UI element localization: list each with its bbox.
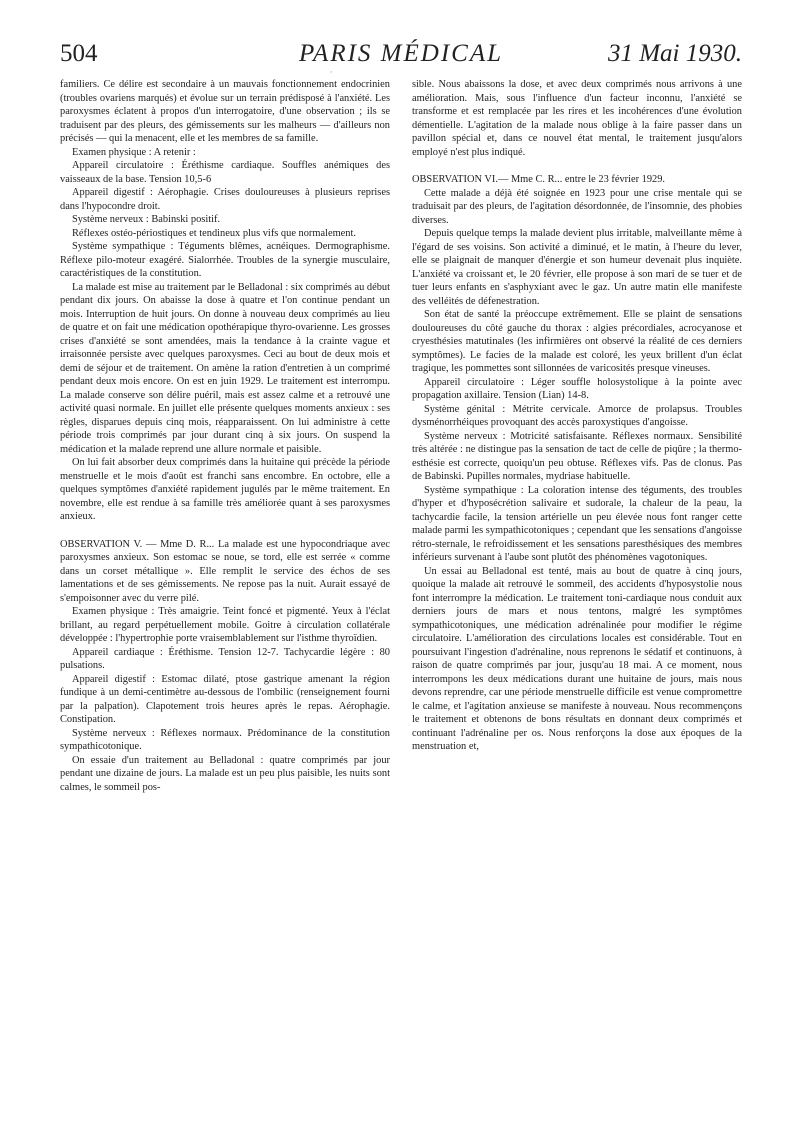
- paragraph: Système nerveux : Réflexes normaux. Prédominance de la constitution sympathicotonique.: [60, 727, 390, 752]
- paragraph: Appareil digestif : Aérophagie. Crises douloureuses à plusieurs reprises dans l'hypocondre droit.: [60, 187, 390, 212]
- paragraph: Appareil digestif : Estomac dilaté, ptose gastrique amenant la région fundique à un demi-centimètre au-dessous de l'ombilic (renseignement fourni par la palpation). Clapotement trois heures après le repas. Aérophagie. Constipation.: [60, 673, 390, 725]
- paragraph: La malade est mise au traitement par le Belladonal : six comprimés au début pendant dix jours. On abaisse la dose à quatre et l'on continue pendant un mois. Interruption de huit jours. On donne à nouveau deux comprimés au lieu de quatre et on fait une médication opothérapique thyro-ovarienne. Les grosses crises d'anxiété se sont amendées, mais la tendance à la crainte vague et irraisonnée persiste avec quelques paroxysmes. Ceci au bout de deux mois et demi de séjour et de traitement. On amène la ration d'entretien à un comprimé pendant deux mois encore. On est en juin 1929. Le traitement est interrompu. La malade conserve son délire puéril, mais est assez calme et a retrouvé une activité quasi normale. En juillet elle présente quelques moments anxieux : ses règles, disparues depuis cinq mois, réapparaissent. On lui administre à cette période trois comprimés par jour durant cinq à six jours. On suspend la médication et la malade reprend une allure normale et paisible.: [60, 281, 390, 455]
- paragraph: Depuis quelque temps la malade devient plus irritable, malveillante même à l'égard de ses voisins. Son activité a diminué, et le matin, à l'heure du lever, elle se plaignait de manquer d'énergie et son humeur devenait plus inquiète. L'anxiété va croissant et, le 20 février, elle propose à son mari de se tuer et de tuer leurs enfants en s'asphyxiant avec le gaz. Un autre matin elle manifeste des velléités de défenestration.: [412, 228, 742, 307]
- print-mark: ·: [330, 68, 333, 77]
- paragraph: Système nerveux : Babinski positif.: [72, 214, 221, 225]
- paragraph: Son état de santé la préoccupe extrêmement. Elle se plaint de sensations douloureuses du côté gauche du thorax : algies précordiales, acrocyanose et cryesthésies matutinales (les infirmières ont observé la réalité de ces derniers symptômes). Le facies de la malade est coloré, les yeux brillent d'un éclat tragique, les pommettes sont sillonnées de varicosités presque vineuses.: [412, 309, 742, 374]
- paragraph: Système nerveux : Motricité satisfaisante. Réflexes normaux. Sensibilité très altérée : ne distingue pas la sensation de tact de celle de piqûre ; la thermo-esthésie est correcte, quoiqu'un peu obtuse. Réflexes vifs. Pas de clonus. Pas de Babinski. Pupilles normales, mydriase habituelle.: [412, 430, 742, 482]
- observation-heading-paragraph: OBSERVATION V. — Mme D. R... La malade est une hypocondriaque avec paroxysmes anxieux. Son estomac se noue, se tord, elle est serrée « comme dans un corset métallique ». Elle remplit le service des échos de ses lamentations et de ses gémissements. Ne repose pas la nuit. Aurait essayé de s'empoisonner avec du verre pilé.: [60, 538, 390, 604]
- paragraph: Appareil cardiaque : Éréthisme. Tension 12-7. Tachycardie légère : 80 pulsations.: [60, 646, 390, 671]
- issue-date: 31 Mai 1930.: [607, 40, 742, 67]
- paragraph: familiers. Ce délire est secondaire à un mauvais fonctionnement endocrinien (troubles ovariens marqués) et évolue sur un terrain prédisposé à l'anxiété. Les paroxysmes éclatent à propos d'un interrogatoire, d'une observation ; ils se traduisent par des pleurs, des gémissements sur les malheurs — d'ailleurs non précisés — qui la menacent, elle et les membres de sa famille.: [60, 79, 390, 144]
- paragraph: Appareil circulatoire : Léger souffle holosystolique à la pointe avec propagation axillaire. Tension (Lian) 14-8.: [412, 376, 742, 401]
- left-column: [60, 78, 390, 794]
- paragraph: Système sympathique : Téguments blêmes, acnéiques. Dermographisme. Réflexe pilo-moteur exagéré. Sialorrhée. Troubles de la synergie musculaire, caractéristiques de la constitution.: [60, 241, 390, 279]
- paragraph: Cette malade a déjà été soignée en 1923 pour une crise mentale qui se traduisait par des pleurs, de l'agitation désordonnée, de l'insomnie, des phobies diverses.: [412, 187, 742, 226]
- page-number: 504: [60, 40, 98, 67]
- right-column: [412, 78, 742, 754]
- paragraph: Réflexes ostéo-périostiques et tendineux plus vifs que normalement.: [72, 227, 356, 239]
- paragraph: Un essai au Belladonal est tenté, mais au bout de quatre à cinq jours, quoique la malade ait retrouvé le sommeil, des accidents d'hyposystolie nous font interrompre la médication. Le traitement toni-cardiaque nous conduit aux derniers jours de mars et nous tentons, malgré les symptômes sympathicotoniques, une médication adrénalinée pour modifier le régime circulatoire. L'amélioration des circulations locales est considérable. Tout en poursuivant l'ingestion d'adrénaline, nous reprenons le sédatif et continuons, à raison de quatre comprimés par jour, jusqu'au 18 mai. A ce moment, nous interrompons les deux médications durant une huitaine de jours, mais nous devons reprendre, car une période menstruelle difficile est venue compromettre le calme, et l'agitation anxieuse se manifeste à nouveau. Nous recommençons le traitement et obtenons de bons résultats en donnant deux comprimés et continuant l'adrénaline per os. Nous renforçons la dose aux époques de la menstruation et,: [412, 565, 742, 752]
- running-header: [60, 34, 742, 74]
- paragraph: Système sympathique : La coloration intense des téguments, des troubles d'hyper et d'hyposécrétion salivaire et sudorale, la chaleur de la peau, la tachycardie facile, la tension artérielle un peu élevée nous font ranger cette malade parmi les sympathicotoniques ; cependant que les sensations d'angoisse rétro-sternale, le refroidissement et les sensations paresthésiques des membres inférieurs survenant à l'aube sont plutôt des phénomènes vagotoniques.: [412, 484, 742, 563]
- paragraph: Examen physique : Très amaigrie. Teint foncé et pigmenté. Yeux à l'éclat brillant, au regard perpétuellement mobile. Goitre à circulation collatérale développée : l'hypertrophie porte vraisemblablement sur l'isthme thyroïdien.: [60, 606, 390, 644]
- paragraph: On lui fait absorber deux comprimés dans la huitaine qui précède la période menstruelle et le mois d'août est franchi sans encombre. En octobre, elle a quelques symptômes d'anxiété rapidement jugulés par le même traitement. En novembre, elle est rendue à sa famille très améliorée quant à ses paroxysmes anxieux.: [60, 457, 390, 522]
- paragraph: Examen physique : A retenir :: [72, 146, 196, 158]
- paragraph: On essaie d'un traitement au Belladonal : quatre comprimés par jour pendant une dizaine de jours. La malade est un peu plus paisible, les nuits sont calmes, le sommeil pos-: [60, 754, 390, 793]
- journal-title: PARIS MÉDICAL: [299, 40, 503, 67]
- observation-heading-paragraph: OBSERVATION VI.— Mme C. R... entre le 23 février 1929.: [412, 174, 666, 185]
- paragraph: sible. Nous abaissons la dose, et avec deux comprimés nous arrivons à une amélioration. Mais, sous l'influence d'un facteur inconnu, l'anxiété se transforme et est remplacée par les rires et les incohérences d'une évolution démentielle. L'agitation de la malade nous oblige à la faire passer dans un pavillon spécial et, dans ce nouvel état mental, le traitement jusqu'alors employé n'est plus indiqué.: [412, 79, 742, 158]
- paragraph: Système génital : Métrite cervicale. Amorce de prolapsus. Troubles dysménorrhéiques provoquant des accès paroxystiques d'angoisse.: [412, 403, 742, 428]
- paragraph: Appareil circulatoire : Éréthisme cardiaque. Souffles anémiques des vaisseaux de la base. Tension 10,5-6: [60, 160, 390, 185]
